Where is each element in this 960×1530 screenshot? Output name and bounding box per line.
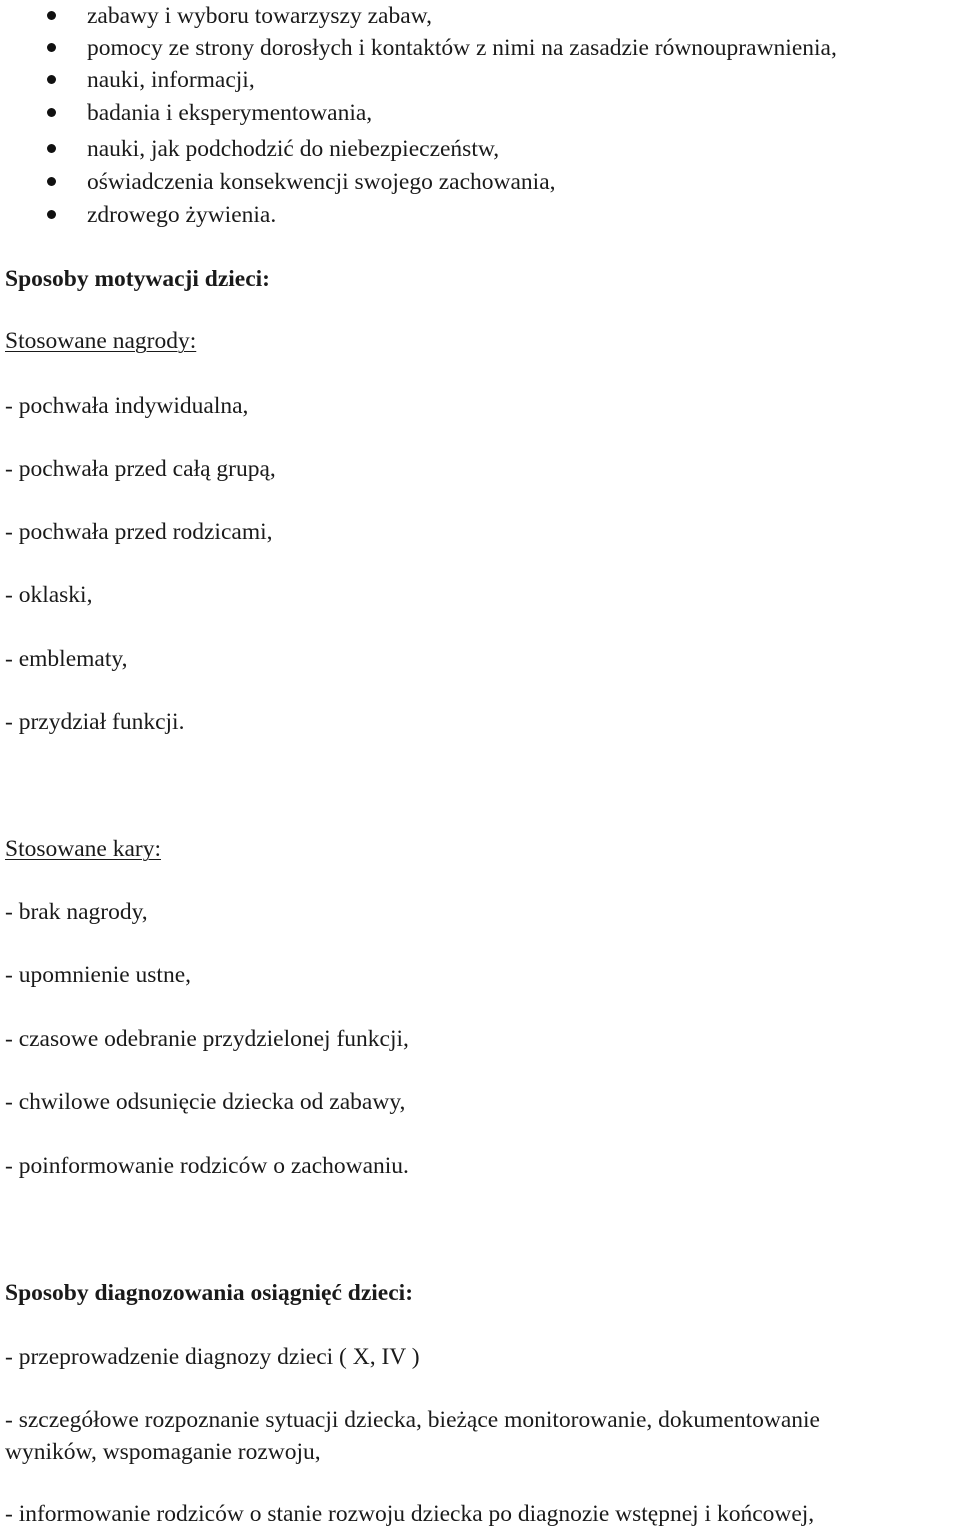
list-item-text: zdrowego żywienia.: [87, 202, 277, 228]
punishment-item: - czasowe odebranie przydzielonej funkcji,: [5, 1026, 409, 1052]
reward-item: - emblematy,: [5, 646, 128, 672]
reward-item: - oklaski,: [5, 582, 93, 608]
punishments-title: Stosowane kary:: [5, 836, 161, 862]
punishment-item: - chwilowe odsunięcie dziecka od zabawy,: [5, 1089, 406, 1115]
punishment-item: - poinformowanie rodziców o zachowaniu.: [5, 1153, 409, 1179]
list-item-text: nauki, jak podchodzić do niebezpieczeństw,: [87, 136, 500, 162]
punishment-item: - upomnienie ustne,: [5, 962, 192, 988]
bullet-icon: [47, 210, 56, 219]
reward-item: - przydział funkcji.: [5, 709, 185, 735]
list-item-text: nauki, informacji,: [87, 67, 255, 93]
section-heading-diagnosis: Sposoby diagnozowania osiągnięć dzieci:: [5, 1280, 414, 1306]
bullet-icon: [47, 43, 56, 52]
list-item-text: pomocy ze strony dorosłych i kontaktów z nimi na zasadzie równouprawnienia,: [87, 35, 837, 61]
rewards-title: Stosowane nagrody:: [5, 328, 197, 354]
punishment-item: - brak nagrody,: [5, 899, 148, 925]
diagnosis-item-continuation: wyników, wspomaganie rozwoju,: [5, 1439, 321, 1465]
reward-item: - pochwała indywidualna,: [5, 393, 249, 419]
list-item-text: zabawy i wyboru towarzyszy zabaw,: [87, 3, 432, 29]
bullet-icon: [47, 144, 56, 153]
bullet-icon: [47, 177, 56, 186]
bullet-icon: [47, 108, 56, 117]
list-item-text: badania i eksperymentowania,: [87, 100, 373, 126]
reward-item: - pochwała przed całą grupą,: [5, 456, 276, 482]
bullet-icon: [47, 11, 56, 20]
section-heading-motivation: Sposoby motywacji dzieci:: [5, 266, 271, 292]
diagnosis-item: - informowanie rodziców o stanie rozwoju dziecka po diagnozie wstępnej i końcowej,: [5, 1501, 815, 1527]
diagnosis-item: - przeprowadzenie diagnozy dzieci ( X, IV ): [5, 1344, 420, 1370]
diagnosis-item: - szczegółowe rozpoznanie sytuacji dziecka, bieżące monitorowanie, dokumentowanie: [5, 1407, 820, 1433]
reward-item: - pochwała przed rodzicami,: [5, 519, 273, 545]
list-item-text: oświadczenia konsekwencji swojego zachowania,: [87, 169, 556, 195]
bullet-icon: [47, 75, 56, 84]
